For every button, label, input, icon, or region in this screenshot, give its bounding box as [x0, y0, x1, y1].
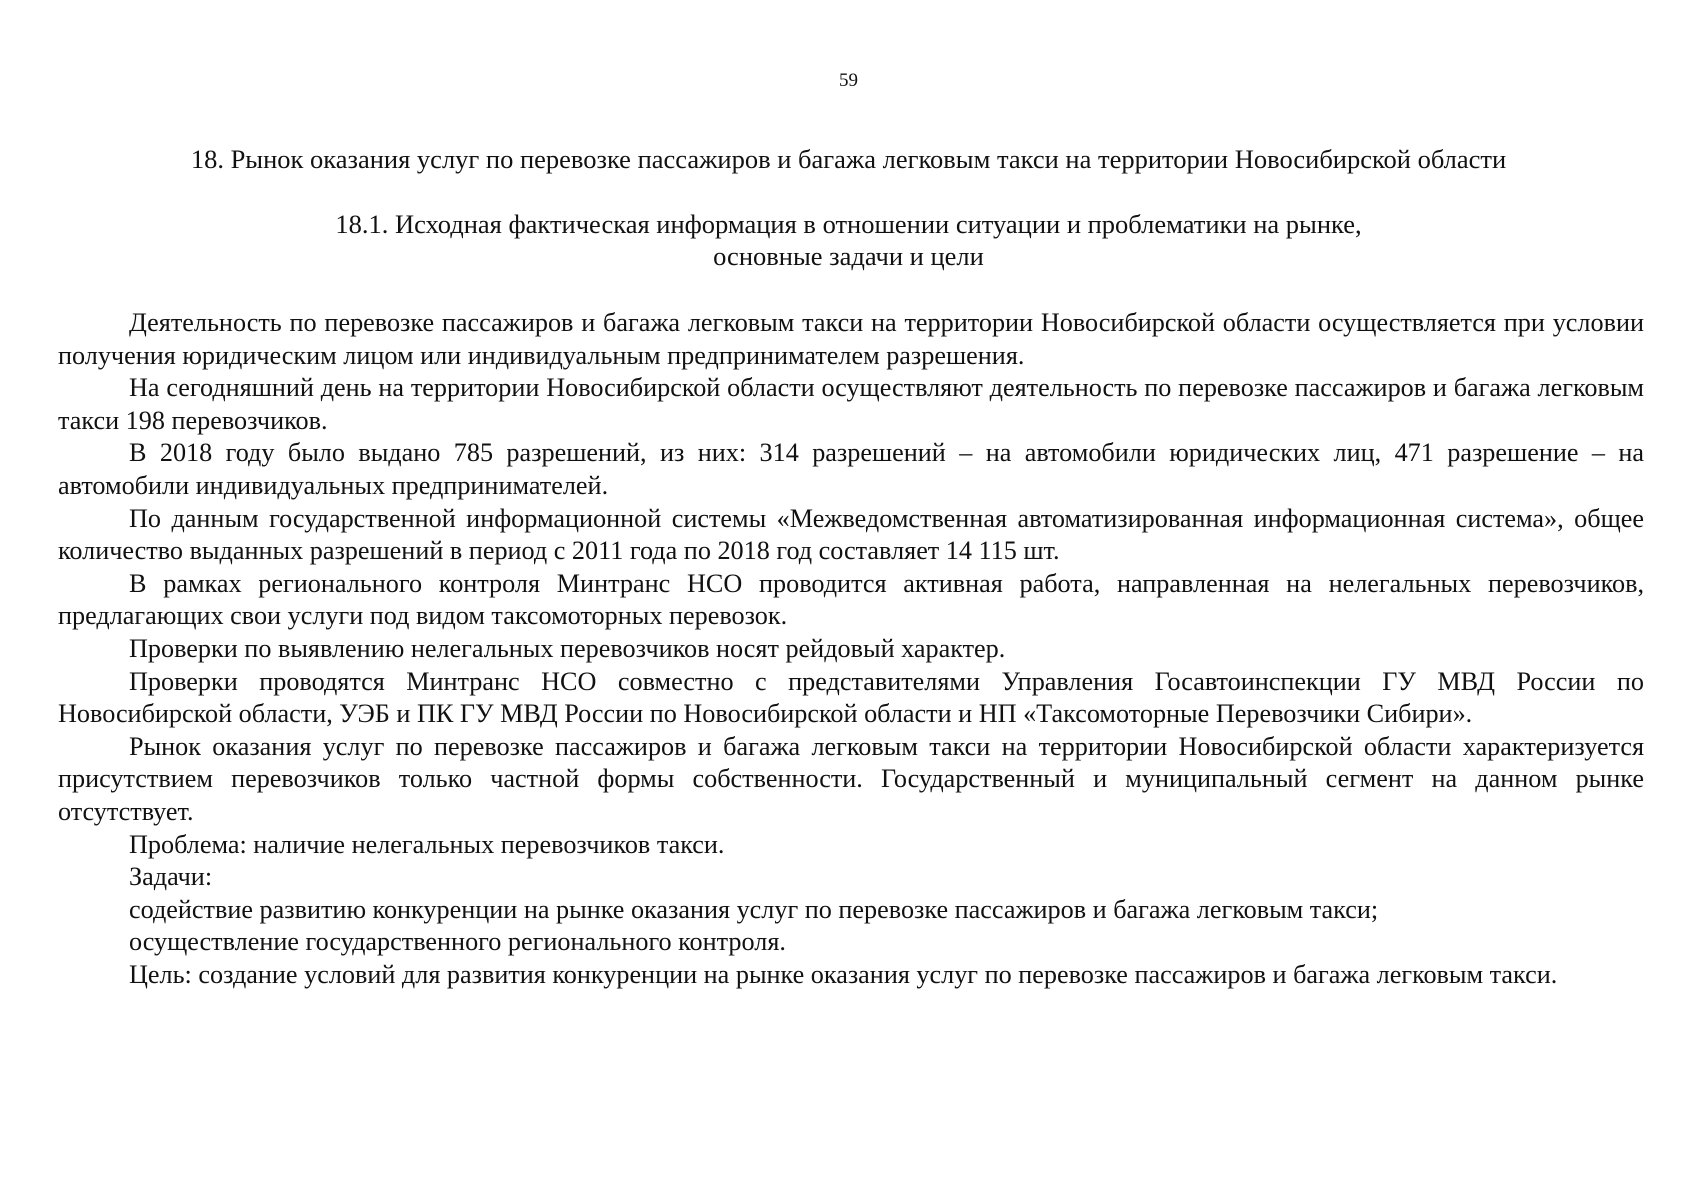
- paragraph: По данным государственной информационной системы «Межведомственная автоматизированная информационная система», общее количество выданных разрешений в период с 2011 года по 2018 год составляет 14 115 шт.: [58, 503, 1644, 566]
- subsection-title-line-1: 18.1. Исходная фактическая информация в отношении ситуации и проблематики на рынке,: [335, 209, 1362, 239]
- paragraph: Задачи:: [129, 862, 213, 892]
- paragraph: Проверки проводятся Минтранс НСО совместно с представителями Управления Госавтоинспекции ГУ МВД России по Новосибирской области, УЭБ и ПК ГУ МВД России по Новосибирской области и НП «Таксомоторные Перевозчики Сибири».: [58, 666, 1644, 729]
- paragraph: содействие развитию конкуренции на рынке оказания услуг по перевозке пассажиров и багажа легковым такси;: [129, 894, 1379, 924]
- paragraph: Проблема: наличие нелегальных перевозчиков такси.: [129, 829, 725, 859]
- subsection-title-line-2: основные задачи и цели: [713, 241, 984, 271]
- page-number: 59: [839, 70, 858, 91]
- body-text: [58, 307, 1644, 991]
- paragraph: Проверки по выявлению нелегальных перевозчиков носят рейдовый характер.: [129, 633, 1006, 663]
- paragraph: Рынок оказания услуг по перевозке пассажиров и багажа легковым такси на территории Новосибирской области характеризуется присутствием перевозчиков только частной формы собственности. Государственный и муниципальный сегмент на данном рынке отсутствует.: [58, 731, 1644, 826]
- paragraph: Цель: создание условий для развития конкуренции на рынке оказания услуг по перевозке пассажиров и багажа легковым такси.: [129, 959, 1558, 989]
- paragraph: осуществление государственного регионального контроля.: [129, 927, 786, 957]
- section-title: 18. Рынок оказания услуг по перевозке пассажиров и багажа легковым такси на территории Новосибирской области: [190, 144, 1507, 174]
- paragraph: Деятельность по перевозке пассажиров и багажа легковым такси на территории Новосибирской области осуществляется при условии получения юридическим лицом или индивидуальным предпринимателем разрешения.: [58, 308, 1644, 370]
- subsection-title: [0, 208, 1697, 272]
- paragraph: В рамках регионального контроля Минтранс НСО проводится активная работа, направленная на нелегальных перевозчиков, предлагающих свои услуги под видом таксомоторных перевозок.: [58, 568, 1644, 631]
- paragraph: В 2018 году было выдано 785 разрешений, из них: 314 разрешений – на автомобили юридических лиц, 471 разрешение – на автомобили индивидуальных предпринимателей.: [58, 438, 1644, 500]
- paragraph: На сегодняшний день на территории Новосибирской области осуществляют деятельность по перевозке пассажиров и багажа легковым такси 198 перевозчиков.: [58, 373, 1644, 435]
